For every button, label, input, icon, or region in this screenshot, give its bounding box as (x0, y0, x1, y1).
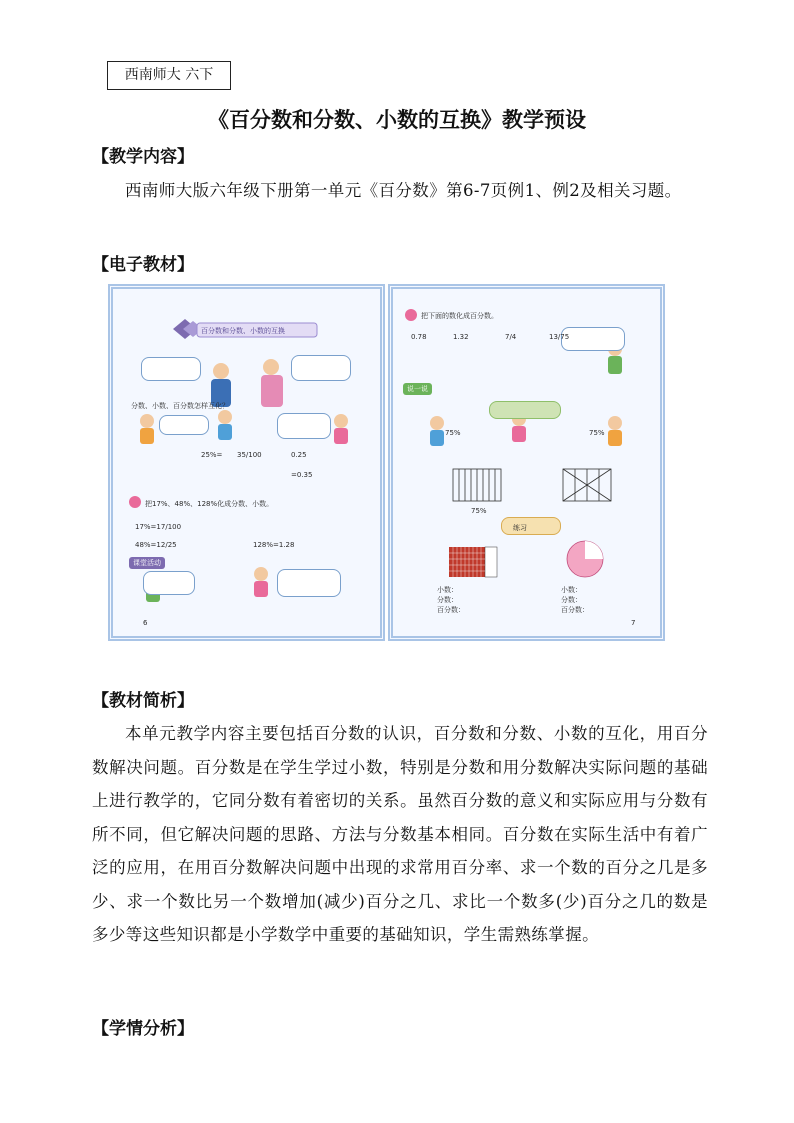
textbook-eq: =0.35 (291, 471, 313, 479)
textbook-page-right (388, 284, 665, 641)
textbook-eq: 128%=1.28 (253, 541, 295, 549)
exercise-title: 练习 (513, 524, 527, 532)
speech-bubble (159, 415, 209, 435)
page-title: 《百分数和分数、小数的互换》教学预设 (208, 108, 586, 132)
textbook-page-left (108, 284, 385, 641)
textbook-question: 把17%、48%、128%化成分数、小数。 (145, 500, 274, 508)
textbook-question: 分数、小数、百分数怎样互化？ (131, 402, 229, 410)
textbook-eq: 25%= (201, 451, 223, 459)
textbook-question: 把下面的数化成百分数。 (421, 312, 498, 320)
discuss-badge: 说一说 (403, 383, 432, 395)
textbook-eq: 17%=17/100 (135, 523, 182, 531)
textbook-eq: 35/100 (237, 451, 262, 459)
textbook-pct: 75% (445, 429, 461, 437)
fill-label: 百分数： (561, 606, 589, 614)
heading-learner: 【学情分析】 (92, 1019, 194, 1039)
speech-bubble (291, 355, 351, 381)
speech-bubble (141, 357, 201, 381)
grade-tag: 西南师大 六下 (107, 61, 231, 90)
activity-banner (489, 401, 561, 419)
fill-label: 分数： (561, 596, 582, 604)
textbook-pct: 75% (589, 429, 605, 437)
textbook-eq: 48%=12/25 (135, 541, 177, 549)
textbook-eq: 0.25 (291, 451, 307, 459)
fill-label: 小数： (561, 586, 582, 594)
page-number: 6 (143, 619, 148, 627)
content-paragraph: 西南师大版六年级下册第一单元《百分数》第6-7页例1、例2及相关习题。 (125, 181, 682, 200)
textbook-banner: 百分数和分数、小数的互换 (201, 327, 285, 335)
practice-badge: 课堂活动 (129, 557, 165, 569)
speech-bubble (277, 569, 341, 597)
textbook-num: 13/75 (549, 333, 570, 341)
fill-label: 百分数： (437, 606, 465, 614)
heading-analysis: 【教材简析】 (92, 691, 194, 711)
speech-bubble (143, 571, 195, 595)
grid-caption: 75% (471, 507, 487, 515)
fill-label: 分数： (437, 596, 458, 604)
heading-content: 【教学内容】 (92, 147, 194, 167)
heading-ebook: 【电子教材】 (92, 255, 194, 275)
textbook-num: 7/4 (505, 333, 517, 341)
page-number: 7 (631, 619, 636, 627)
exercise-banner (501, 517, 561, 535)
textbook-num: 1.32 (453, 333, 469, 341)
textbook-num: 0.78 (411, 333, 427, 341)
fill-label: 小数： (437, 586, 458, 594)
speech-bubble (277, 413, 331, 439)
analysis-paragraph: 本单元教学内容主要包括百分数的认识，百分数和分数、小数的互化，用百分数解决问题。百分数是在学生学过小数，特别是分数和用分数解决实际问题的基础上进行教学的，它同分数有着密切的关系。虽然百分数的意义和实际应用与分数有所不同，但它解决问题的思路、方法与分数基本相同。百分数在实际生活中有着广泛的应用，在用百分数解决问题中出现的求常用百分率、求一个数的百分之几是多少、求一个数比另一个数增加(减少)百分之几、求比一个数多(少)百分之几的数是多少等这些知识都是小学数学中重要的基础知识，学生需熟练掌握。 (92, 724, 708, 944)
speech-bubble (561, 327, 625, 351)
